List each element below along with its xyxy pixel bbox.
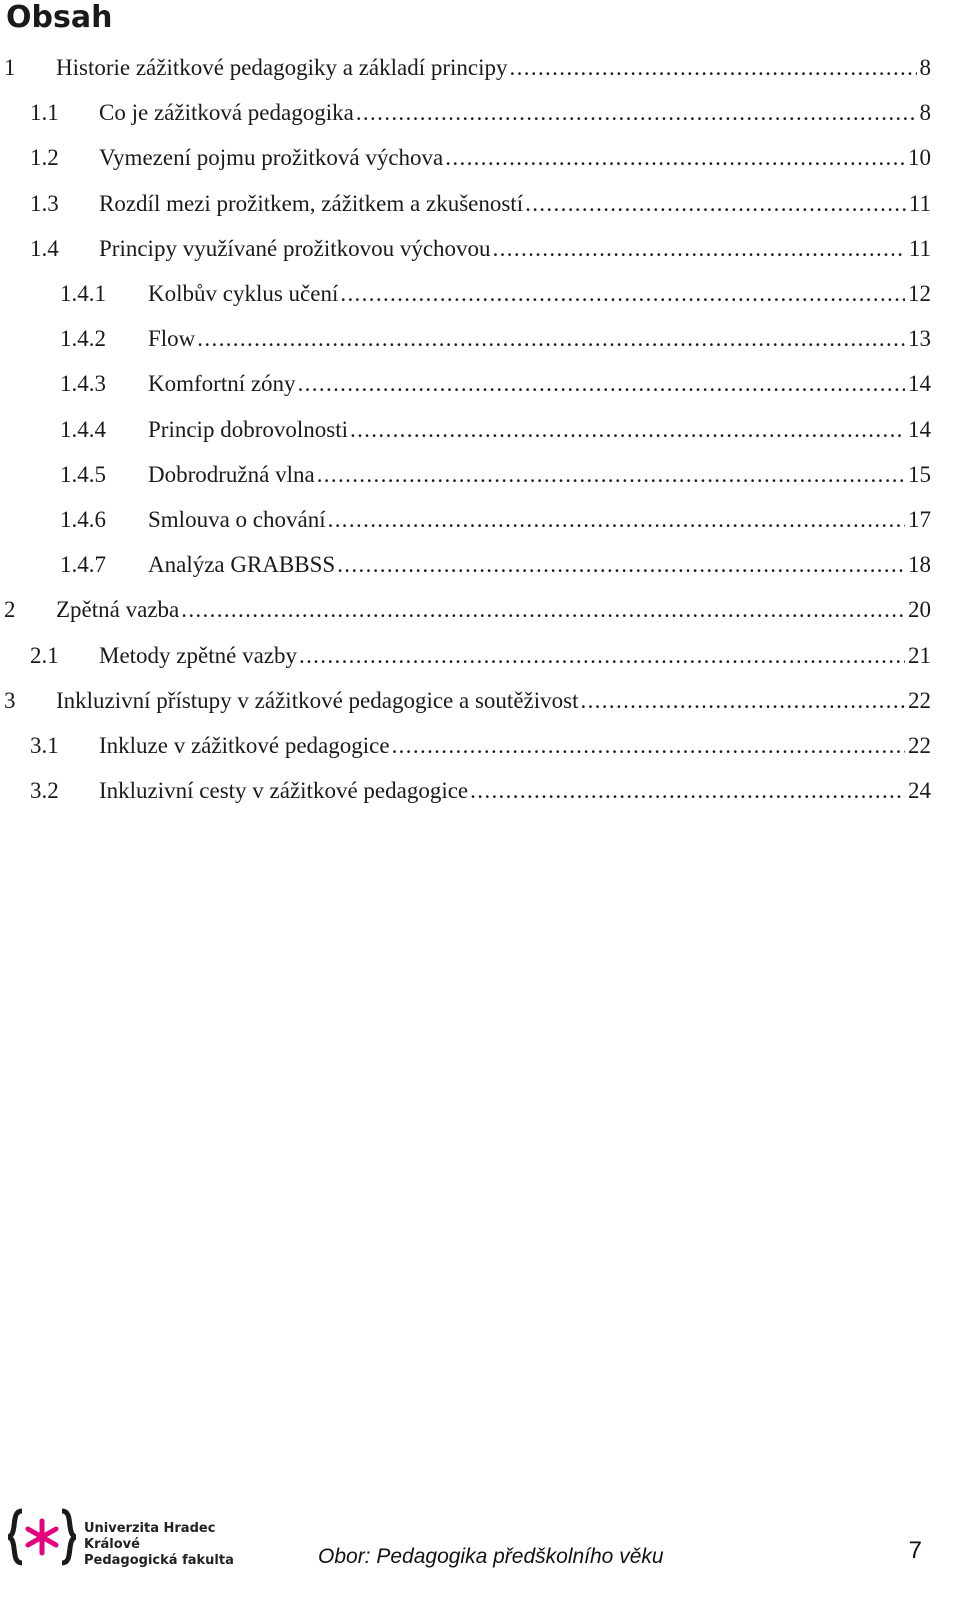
toc-dot-leader bbox=[510, 50, 917, 86]
toc-dot-leader bbox=[181, 592, 905, 628]
toc-entry-page-number: 20 bbox=[908, 597, 931, 623]
toc-entry-page-number: 8 bbox=[919, 55, 931, 80]
toc-entry-number: 1.3 bbox=[30, 190, 59, 216]
toc-dot-leader bbox=[317, 457, 905, 493]
page-title: Obsah bbox=[6, 0, 113, 35]
toc-dot-leader bbox=[356, 95, 917, 131]
toc-entry-page-number: 17 bbox=[908, 507, 931, 532]
toc-entry[interactable] bbox=[30, 186, 931, 222]
toc-entry-page-number: 10 bbox=[908, 145, 931, 171]
toc-dot-leader bbox=[350, 412, 905, 448]
toc-entry-title: Dobrodružná vlna bbox=[148, 461, 315, 487]
toc-entry-number: 1.4.2 bbox=[60, 326, 106, 352]
toc-entry-page-number: 14 bbox=[908, 371, 931, 397]
page-number: 7 bbox=[908, 1537, 922, 1564]
toc-entry-title: Vymezení pojmu prožitková výchova bbox=[99, 145, 444, 171]
toc-entry-page-number: 14 bbox=[908, 416, 931, 442]
toc-entry[interactable] bbox=[4, 683, 931, 719]
toc-entry-number: 2 bbox=[4, 597, 16, 623]
toc-entry-title: Historie zážitkové pedagogiky a základí principy bbox=[56, 55, 508, 80]
toc-entry-page-number: 15 bbox=[908, 461, 931, 487]
toc-entry[interactable] bbox=[60, 366, 931, 402]
toc-entry-title: Smlouva o chování bbox=[148, 507, 326, 532]
toc-dot-leader bbox=[340, 276, 905, 312]
toc-entry-page-number: 11 bbox=[908, 190, 931, 216]
toc-dot-leader bbox=[337, 547, 905, 583]
toc-entry-title: Analýza GRABBSS bbox=[148, 552, 336, 578]
toc-entry-title: Flow bbox=[148, 326, 196, 352]
toc-entry[interactable] bbox=[30, 231, 931, 267]
toc-entry[interactable] bbox=[30, 773, 931, 809]
toc-entry-title: Inkluze v zážitkové pedagogice bbox=[99, 733, 390, 758]
logo-university-name: Univerzita Hradec Králové bbox=[84, 1521, 216, 1552]
toc-entry[interactable] bbox=[30, 728, 931, 764]
toc-entry-number: 3.1 bbox=[30, 733, 59, 758]
toc-entry-title: Principy využívané prožitkovou výchovou bbox=[99, 235, 491, 261]
toc-entry-number: 1.4.5 bbox=[60, 461, 106, 487]
toc-dot-leader bbox=[445, 140, 905, 176]
toc-entry-number: 3.2 bbox=[30, 778, 59, 804]
toc-entry-title: Komfortní zóny bbox=[148, 371, 296, 397]
toc-entry-title: Metody zpětné vazby bbox=[99, 642, 297, 668]
toc-entry-page-number: 22 bbox=[908, 687, 931, 713]
toc-entry-title: Kolbův cyklus učení bbox=[148, 281, 339, 306]
toc-entry[interactable] bbox=[60, 457, 931, 493]
toc-entry[interactable] bbox=[4, 592, 931, 628]
toc-entry-page-number: 24 bbox=[908, 778, 931, 804]
toc-entry[interactable] bbox=[60, 276, 931, 312]
uhk-asterisk-logo-icon bbox=[8, 1507, 76, 1567]
toc-entry-title: Inkluzivní cesty v zážitkové pedagogice bbox=[99, 778, 469, 804]
toc-entry-page-number: 12 bbox=[908, 281, 931, 306]
toc-entry-number: 1.2 bbox=[30, 145, 59, 171]
toc-entry-number: 1.1 bbox=[30, 100, 59, 126]
toc-entry[interactable] bbox=[60, 321, 931, 357]
toc-entry[interactable] bbox=[30, 638, 931, 674]
toc-dot-leader bbox=[328, 502, 905, 538]
toc-dot-leader bbox=[525, 186, 906, 222]
toc-entry-page-number: 22 bbox=[908, 733, 931, 758]
toc-entry[interactable] bbox=[60, 412, 931, 448]
toc-entry[interactable] bbox=[60, 502, 931, 538]
toc-entry-number: 1.4.7 bbox=[60, 552, 106, 578]
toc-entry-number: 1 bbox=[4, 55, 16, 80]
toc-entry[interactable] bbox=[30, 95, 931, 131]
toc-entry[interactable] bbox=[30, 140, 931, 176]
toc-entry-number: 2.1 bbox=[30, 642, 59, 668]
toc-dot-leader bbox=[580, 683, 905, 719]
toc-dot-leader bbox=[298, 366, 905, 402]
toc-entry-number: 1.4 bbox=[30, 235, 59, 261]
toc-entry[interactable] bbox=[4, 50, 931, 86]
toc-dot-leader bbox=[392, 728, 905, 764]
toc-dot-leader bbox=[197, 321, 905, 357]
toc-entry-title: Rozdíl mezi prožitkem, zážitkem a zkušeností bbox=[99, 190, 524, 216]
toc-entry[interactable] bbox=[60, 547, 931, 583]
logo-faculty-name: Pedagogická fakulta bbox=[84, 1553, 234, 1568]
toc-entry-title: Zpětná vazba bbox=[56, 597, 180, 623]
toc-entry-number: 1.4.1 bbox=[60, 281, 106, 306]
toc-entry-page-number: 8 bbox=[919, 100, 931, 126]
toc-entry-title: Princip dobrovolnosti bbox=[148, 416, 348, 442]
toc-entry-number: 1.4.4 bbox=[60, 416, 106, 442]
toc-dot-leader bbox=[299, 638, 905, 674]
toc-entry-page-number: 18 bbox=[908, 552, 931, 578]
footer-field-of-study: Obor: Pedagogika předškolního věku bbox=[318, 1545, 664, 1568]
toc-entry-page-number: 11 bbox=[908, 235, 931, 261]
toc-entry-number: 1.4.6 bbox=[60, 507, 106, 532]
toc-dot-leader bbox=[470, 773, 905, 809]
toc-entry-page-number: 13 bbox=[908, 326, 931, 352]
toc-entry-number: 1.4.3 bbox=[60, 371, 106, 397]
university-logo bbox=[8, 1505, 268, 1568]
toc-entry-title: Inkluzivní přístupy v zážitkové pedagogice a soutěživost bbox=[56, 687, 579, 713]
toc-entry-title: Co je zážitková pedagogika bbox=[99, 100, 354, 126]
toc-entry-number: 3 bbox=[4, 687, 16, 713]
toc-entry-page-number: 21 bbox=[908, 642, 931, 668]
toc-dot-leader bbox=[493, 231, 906, 267]
